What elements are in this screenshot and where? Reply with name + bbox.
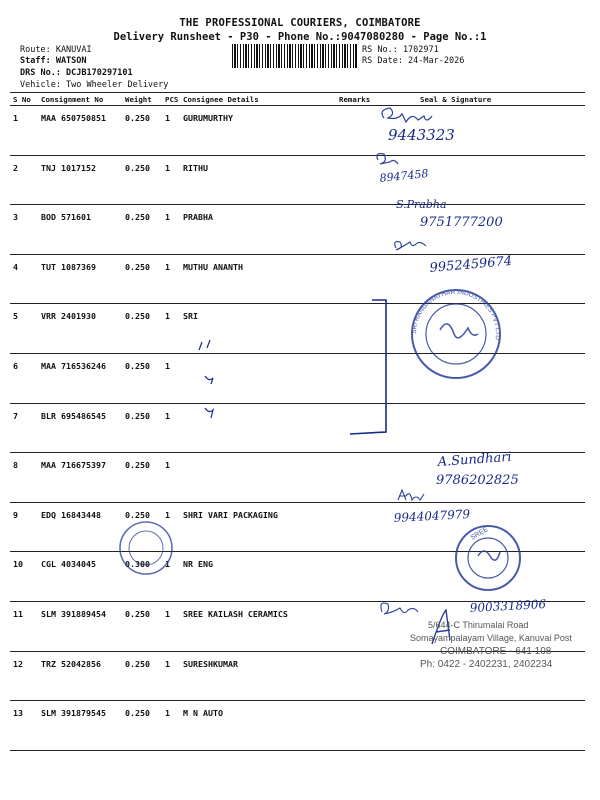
cell-sno: 10 [10,552,38,602]
cell-weight: 0.250 [122,155,162,205]
cell-sno: 3 [10,205,38,255]
cell-consignee: SREE KAILASH CERAMICS [180,601,336,651]
cell-signature [372,552,585,602]
col-sno: S No [10,93,38,106]
cell-sno: 9 [10,502,38,552]
cell-consignment: SLM 391879545 [38,701,122,751]
cell-sno: 2 [10,155,38,205]
cell-weight: 0.300 [122,552,162,602]
cell-consignment: VRR 2401930 [38,304,122,354]
cell-sno: 1 [10,106,38,156]
cell-weight: 0.250 [122,453,162,503]
cell-sno: 6 [10,353,38,403]
cell-consignee: GURUMURTHY [180,106,336,156]
cell-signature [372,453,585,503]
cell-remarks [336,304,372,354]
cell-weight: 0.250 [122,601,162,651]
cell-weight: 0.250 [122,701,162,751]
cell-remarks [336,403,372,453]
cell-pcs: 1 [162,106,180,156]
cell-weight: 0.250 [122,502,162,552]
drs-number: DRS No.: DCJB170297101 [20,68,133,78]
cell-consignee: RITHU [180,155,336,205]
cell-consignee: MUTHU ANANTH [180,254,336,304]
table-row [10,353,585,403]
handwritten-phone-row3: 9751777200 [420,215,503,230]
cell-signature [372,205,585,255]
cell-sno: 5 [10,304,38,354]
cell-weight: 0.250 [122,304,162,354]
cell-sno: 13 [10,701,38,751]
cell-signature [372,155,585,205]
cell-pcs: 1 [162,701,180,751]
cell-consignee: PRABHA [180,205,336,255]
cell-signature [372,701,585,751]
table-row [10,701,585,751]
table-row [10,254,585,304]
cell-consignment: EDQ 16843448 [38,502,122,552]
cell-pcs: 1 [162,453,180,503]
cell-consignee: M N AUTO [180,701,336,751]
cell-consignee: SHRI VARI PACKAGING [180,502,336,552]
cell-signature [372,304,585,354]
vehicle-label: Vehicle: Two Wheeler Delivery [20,80,169,90]
cell-pcs: 1 [162,651,180,701]
cell-weight: 0.250 [122,205,162,255]
header-runsheet-subtitle: Delivery Runsheet - P30 - Phone No.:9047080280 - Page No.:1 [113,31,487,43]
cell-consignment: TUT 1087369 [38,254,122,304]
handwritten-phone-row4: 9952459674 [429,253,513,276]
table-row [10,106,585,156]
cell-consignment: MAA 716536246 [38,353,122,403]
handwritten-name-row3: S.Prabha [396,198,447,211]
table-row [10,403,585,453]
cell-sno: 7 [10,403,38,453]
cell-consignment: BOD 571601 [38,205,122,255]
col-weight: Weight [122,93,162,106]
cell-remarks [336,353,372,403]
cell-remarks [336,453,372,503]
stamp-address-line1: 5/644-C Thirumalai Road [428,620,529,630]
cell-remarks [336,701,372,751]
cell-pcs: 1 [162,155,180,205]
cell-sno: 12 [10,651,38,701]
cell-consignee [180,353,336,403]
header-company-title: THE PROFESSIONAL COURIERS, COIMBATORE [179,17,421,29]
cell-pcs: 1 [162,552,180,602]
table-row [10,453,585,503]
table-row [10,155,585,205]
cell-pcs: 1 [162,502,180,552]
cell-remarks [336,502,372,552]
cell-consignee: SURESHKUMAR [180,651,336,701]
col-pcs: PCS [162,93,180,106]
cell-weight: 0.250 [122,353,162,403]
col-remarks: Remarks [336,93,372,106]
cell-pcs: 1 [162,205,180,255]
cell-weight: 0.250 [122,403,162,453]
cell-consignment: CGL 4034045 [38,552,122,602]
cell-weight: 0.250 [122,106,162,156]
stamp-address-line3: COIMBATORE - 641 108 [440,646,552,657]
cell-pcs: 1 [162,254,180,304]
table-row [10,205,585,255]
cell-signature [372,106,585,156]
cell-pcs: 1 [162,304,180,354]
handwritten-phone-row9: 9786202825 [436,473,519,488]
cell-remarks [336,106,372,156]
handwritten-name-row9: A.Sundhari [437,449,513,470]
col-consignment: Consignment No [38,93,122,106]
table-row [10,304,585,354]
cell-remarks [336,155,372,205]
cell-remarks [336,552,372,602]
cell-consignment: SLM 391889454 [38,601,122,651]
cell-sno: 8 [10,453,38,503]
col-seal-signature: Seal & Signature [372,93,585,106]
cell-consignment: MAA 650750851 [38,106,122,156]
cell-pcs: 1 [162,353,180,403]
cell-signature [372,403,585,453]
rs-number: RS No.: 1702971 [362,45,439,55]
cell-sno: 11 [10,601,38,651]
col-consignee: Consignee Details [180,93,336,106]
cell-weight: 0.250 [122,651,162,701]
table-header-row [10,93,585,106]
cell-consignee [180,403,336,453]
barcode [232,44,358,68]
cell-consignee [180,453,336,503]
handwritten-phone-row10: 9944047979 [393,507,471,525]
cell-remarks [336,601,372,651]
round-seal-text: SRI RANGANATHAR INDUSTRIES PVT LTD [410,288,502,341]
cell-pcs: 1 [162,601,180,651]
rs-date: RS Date: 24-Mar-2026 [362,56,465,66]
cell-consignee: NR ENG [180,552,336,602]
cell-remarks [336,254,372,304]
handwritten-phone-row1: 9443323 [388,126,455,144]
table-row [10,502,585,552]
table-row [10,552,585,602]
staff-label: Staff: WATSON [20,56,87,66]
cell-consignment: TRZ 52042856 [38,651,122,701]
stamp-address-line4: Ph: 0422 - 2402231, 2402234 [420,659,553,670]
cell-signature [372,502,585,552]
handwritten-phone-row2: 8947458 [378,166,430,185]
cell-sno: 4 [10,254,38,304]
stamp-address-line2: Somayampalayam Village, Kanuvai Post [410,633,572,643]
cell-weight: 0.250 [122,254,162,304]
cell-signature [372,353,585,403]
handwritten-phone-row13: 9003318906 [469,597,547,615]
cell-consignee: SRI [180,304,336,354]
cell-consignment: TNJ 1017152 [38,155,122,205]
cell-pcs: 1 [162,403,180,453]
cell-remarks [336,651,372,701]
cell-remarks [336,205,372,255]
sree-seal-text: SREE [469,526,490,542]
cell-consignment: MAA 716675397 [38,453,122,503]
route-label: Route: KANUVAI [20,45,92,55]
cell-consignment: BLR 695486545 [38,403,122,453]
cell-signature [372,254,585,304]
